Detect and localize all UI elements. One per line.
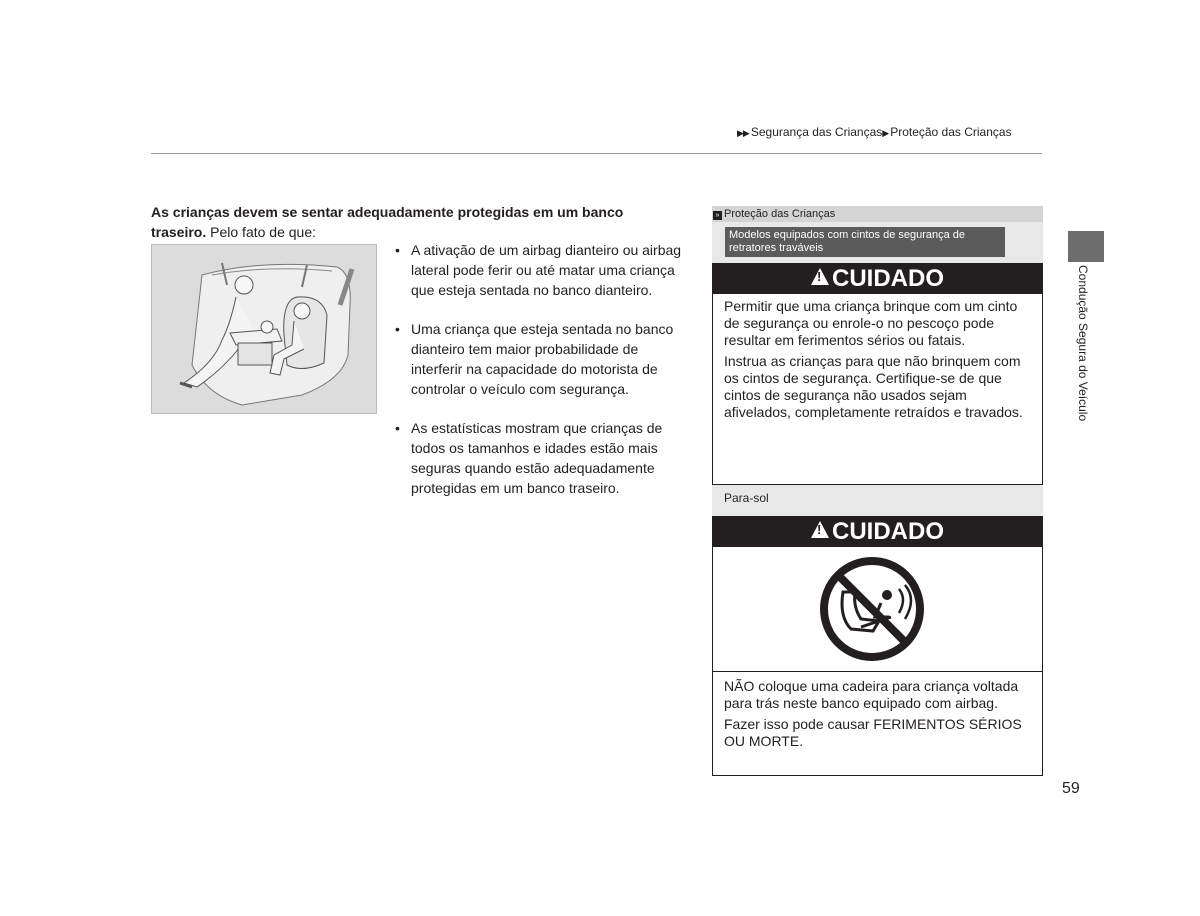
breadcrumb — [737, 125, 1012, 139]
warning-triangle-icon: ! — [811, 521, 829, 538]
caution-title: CUIDADO — [832, 265, 944, 292]
bullet-icon: • — [395, 321, 400, 337]
sidebar-heading-text: Proteção das Crianças — [724, 208, 836, 220]
bullet-icon: • — [395, 242, 400, 258]
caution-box-airbag — [712, 516, 1043, 776]
caution-header — [713, 517, 1042, 547]
header-divider — [151, 153, 1042, 154]
reasons-list — [393, 240, 693, 517]
intro-text: Pelo fato de que: — [206, 224, 317, 240]
breadcrumb-item: Segurança das Crianças — [750, 125, 883, 139]
list-item-text: A ativação de um airbag dianteiro ou airbag lateral pode ferir ou até matar uma criança que esteja sentada no banco dianteiro. — [411, 242, 682, 298]
sidebar-heading — [712, 206, 1043, 222]
page-number: 59 — [1062, 780, 1080, 797]
intro-bold-text: As crianças devem se sentar adequadamente protegidas em um banco traseiro. — [151, 204, 624, 240]
caution-box-seatbelt — [712, 263, 1043, 485]
rear-seat-children-drawing — [152, 245, 376, 413]
caution-body — [713, 672, 1042, 750]
intro-paragraph — [151, 202, 681, 242]
caution-text: Permitir que uma criança brinque com um cinto de segurança ou enrole-o no pescoço pode resultar em ferimentos sérios ou fatais. — [724, 298, 1018, 348]
caution-header — [713, 264, 1042, 294]
sun-visor-label: Para-sol — [724, 491, 769, 505]
list-item — [393, 319, 693, 399]
caution-title: CUIDADO — [832, 518, 944, 545]
child-seat-illustration — [151, 244, 377, 414]
list-item-text: As estatísticas mostram que crianças de todos os tamanhos e idades estão mais seguras quando estão adequadamente protegidas em um banco traseiro. — [411, 420, 663, 496]
breadcrumb-item: Proteção das Crianças — [890, 125, 1012, 139]
breadcrumb-arrow-icon: ▶▶ — [737, 128, 749, 138]
list-item — [393, 418, 693, 498]
caution-text: Instrua as crianças para que não brinquem com os cintos de segurança. Certifique-se de que cintos de segurança não usados sejam afivelados, completamente retraídos e travados. — [724, 353, 1023, 420]
models-tag: Modelos equipados com cintos de segurança de retratores traváveis — [725, 227, 1005, 257]
caution-body — [713, 294, 1042, 421]
section-tab-marker — [1068, 231, 1104, 262]
breadcrumb-arrow-icon: ▶ — [882, 128, 889, 138]
section-tab-label: Condução Segura do Veículo — [1076, 265, 1090, 422]
list-item — [393, 240, 693, 300]
no-rear-facing-seat-icon-area — [713, 547, 1042, 672]
caution-text: NÃO coloque uma cadeira para criança voltada para trás neste banco equipado com airbag. — [724, 678, 1019, 711]
bullet-icon: • — [395, 420, 400, 436]
caution-text: Fazer isso pode causar FERIMENTOS SÉRIOS OU MORTE. — [724, 716, 1022, 749]
reference-icon: » — [713, 211, 722, 220]
no-rear-facing-child-seat-icon — [713, 547, 1042, 671]
list-item-text: Uma criança que esteja sentada no banco dianteiro tem maior probabilidade de interferir na capacidade do motorista de controlar o veículo com segurança. — [411, 321, 674, 397]
warning-triangle-icon: ! — [811, 268, 829, 285]
